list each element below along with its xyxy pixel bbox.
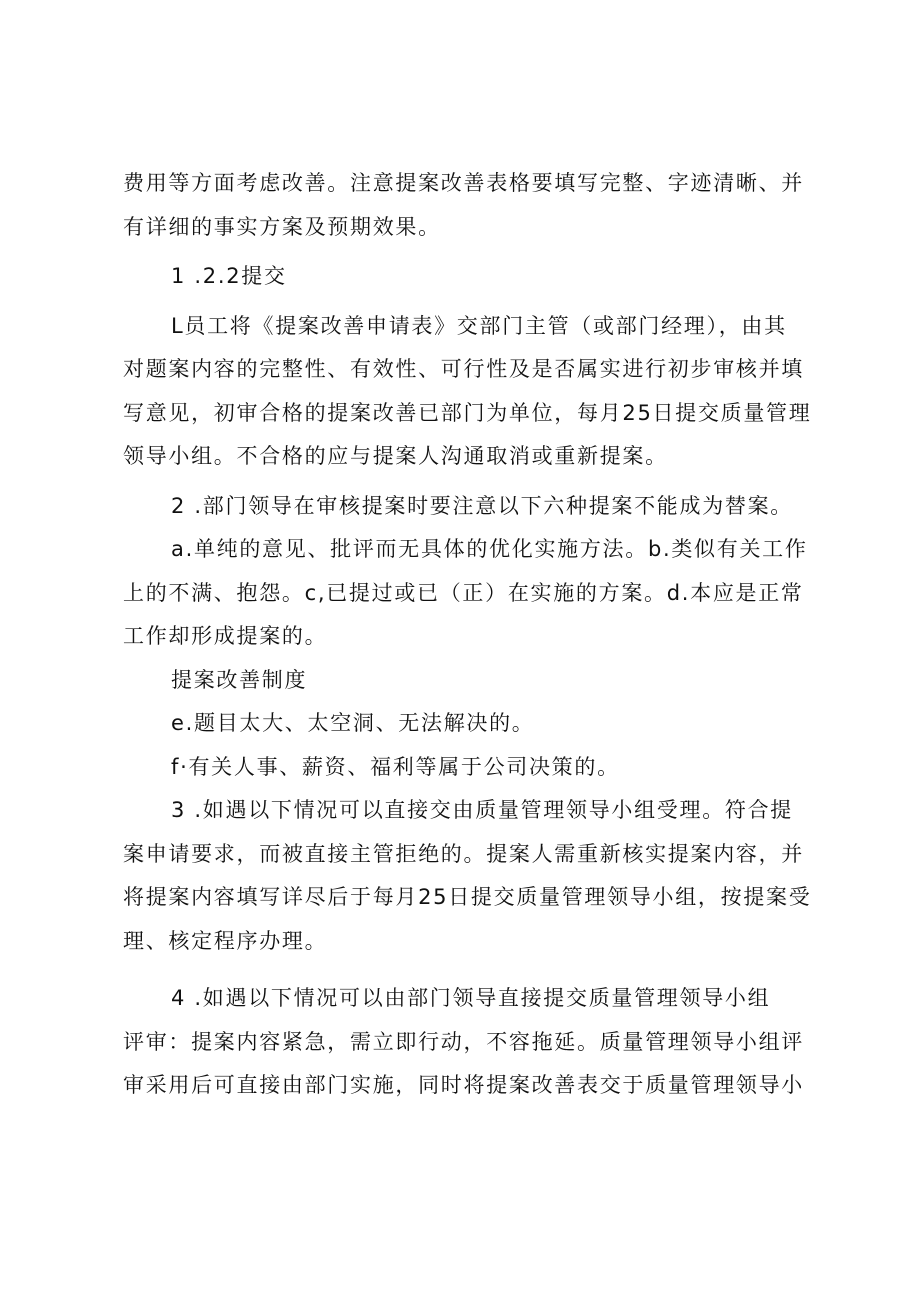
text-line: 费用等方面考虑改善。注意提案改善表格要填写完整、字迹清晰、并 (123, 171, 804, 195)
text-line: 理、核定程序办理。 (123, 928, 328, 953)
section-heading-submit (123, 255, 813, 299)
text-line: 评审：提案内容紧急，需立即行动，不容拖延。质量管理领导小组评 (123, 1029, 804, 1054)
text-line: 上的不满、抱怨。c,已提过或已（正）在实施的方案。d.本应是正常 (123, 580, 804, 605)
paragraph-cost-consideration (123, 162, 813, 249)
paragraph-employee-submission (123, 305, 813, 479)
paragraph-direct-acceptance (123, 789, 813, 963)
paragraph-review-notes (123, 485, 813, 529)
text-line: 提案改善制度 (171, 667, 308, 692)
text-line: 对题案内容的完整性、有效性、可行性及是否属实进行初步审核并填 (123, 357, 804, 381)
text-line: 2 .部门领导在审核提案时要注意以下六种提案不能成为替案。 (171, 493, 794, 518)
text-line: 写意见，初审合格的提案改善已部门为单位，每月25日提交质量管理 (123, 400, 812, 425)
text-line: a.单纯的意见、批评而无具体的优化实施方法。b.类似有关工作 (171, 537, 808, 561)
text-line: 4 .如遇以下情况可以由部门领导直接提交质量管理领导小组 (171, 986, 771, 1010)
text-line: L员工将《提案改善申请表》交部门主管（或部门经理），由其 (171, 313, 787, 338)
list-item-e (123, 702, 813, 746)
text-line: 案申请要求，而被直接主管拒绝的。提案人需重新核实提案内容，并 (123, 841, 804, 866)
text-line: e.题目太大、太空洞、无法解决的。 (171, 711, 535, 735)
text-line: 审采用后可直接由部门实施，同时将提案改善表交于质量管理领导小 (123, 1073, 804, 1097)
text-line: 1 .2.2提交 (171, 264, 287, 288)
text-line: 工作却形成提案的。 (123, 624, 328, 648)
paragraph-invalid-proposals (123, 528, 813, 659)
text-line: f·有关人事、薪资、福利等属于公司决策的。 (171, 754, 620, 779)
text-line: 将提案内容填写详尽后于每月25日提交质量管理领导小组，按提案受 (123, 885, 812, 909)
text-line: 3 .如遇以下情况可以直接交由质量管理领导小组受理。符合提 (171, 798, 794, 822)
text-line: 领导小组。不合格的应与提案人沟通取消或重新提案。 (123, 444, 668, 468)
document-body (123, 162, 813, 1108)
text-line: 有详细的事实方案及预期效果。 (123, 214, 441, 239)
list-item-f (123, 746, 813, 790)
paragraph-urgent-submission (123, 977, 813, 1108)
running-header-title (123, 659, 813, 703)
